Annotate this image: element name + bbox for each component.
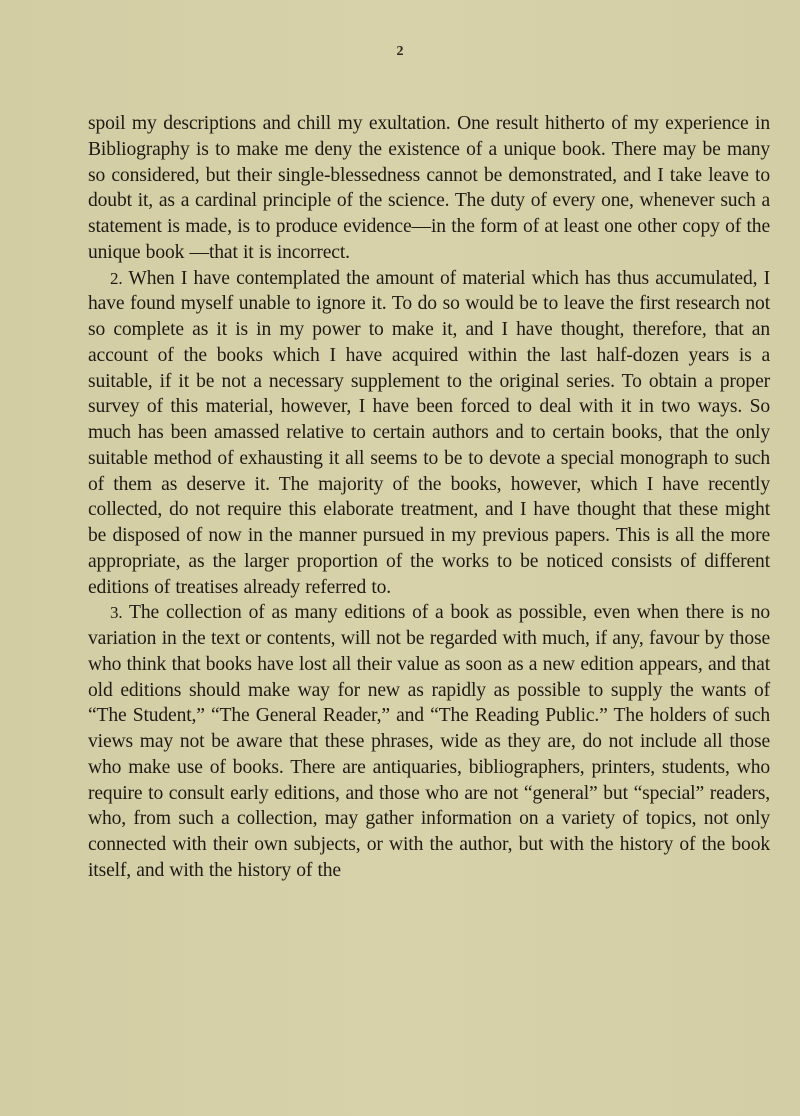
paragraph-text: The collection of as many editions of a book as possible, even when there is no variation in the text or contents, will not be regarded with much, if any, favour by those who think that books have lost all their value as soon as a new edition appears, and that old editions should make way for new as rapidly as possible to supply the wants of “The Student,” “The General Reader,” and “The Reading Public.” The holders of such views may not be aware that these phrases, wide as they are, do not include all those who make use of books. There are antiquaries, bibliographers, printers, students, who require to consult early editions, and those who are not “general” but “special” readers, who, from such a collection, may gather information on a variety of topics, not only connected with their own subjects, or with the author, but with the history of the book itself, and with the history of the xyxy=(88,602,770,881)
paragraph-text: When I have contemplated the amount of material which has thus accumulated, I have found myself unable to ignore it. To do so would be to leave the first research not so complete as it is in my power to make it, and I have thought, therefore, that an account of the books which I have acquired within the last half-dozen years is a suitable, if it be not a necessary supplement to the original series. To obtain a proper survey of this material, however, I have been forced to deal with it in two ways. So much has been amassed relative to certain authors and to certain books, that the only suitable method of exhausting it all seems to be to devote a special monograph to such of them as deserve it. The majority of the books, however, which I have recently collected, do not require this elaborate treatment, and I have thought that these might be disposed of now in the manner pursued in my previous papers. This is all the more appropriate, as the larger proportion of the works to be noticed consists of different editions of treatises already referred to. xyxy=(88,267,770,598)
paragraph-number: 3. xyxy=(110,603,123,623)
paragraph-continuation xyxy=(88,111,770,266)
paragraph-2 xyxy=(88,266,770,601)
paragraph-3 xyxy=(88,600,770,883)
paragraph-number: 2. xyxy=(110,268,123,288)
page-number: 2 xyxy=(396,44,404,59)
body-text xyxy=(88,111,770,884)
paragraph-text: spoil my descriptions and chill my exultation. One result hitherto of my experience in Bibliography is to make me deny the existence of a unique book. There may be many so considered, but their single-blessedness cannot be demonstrated, and I take leave to doubt it, as a cardinal principle of the science. The duty of every one, whenever such a statement is made, is to produce evidence—in the form of at least one other copy of the unique book —that it is incorrect. xyxy=(88,113,770,263)
